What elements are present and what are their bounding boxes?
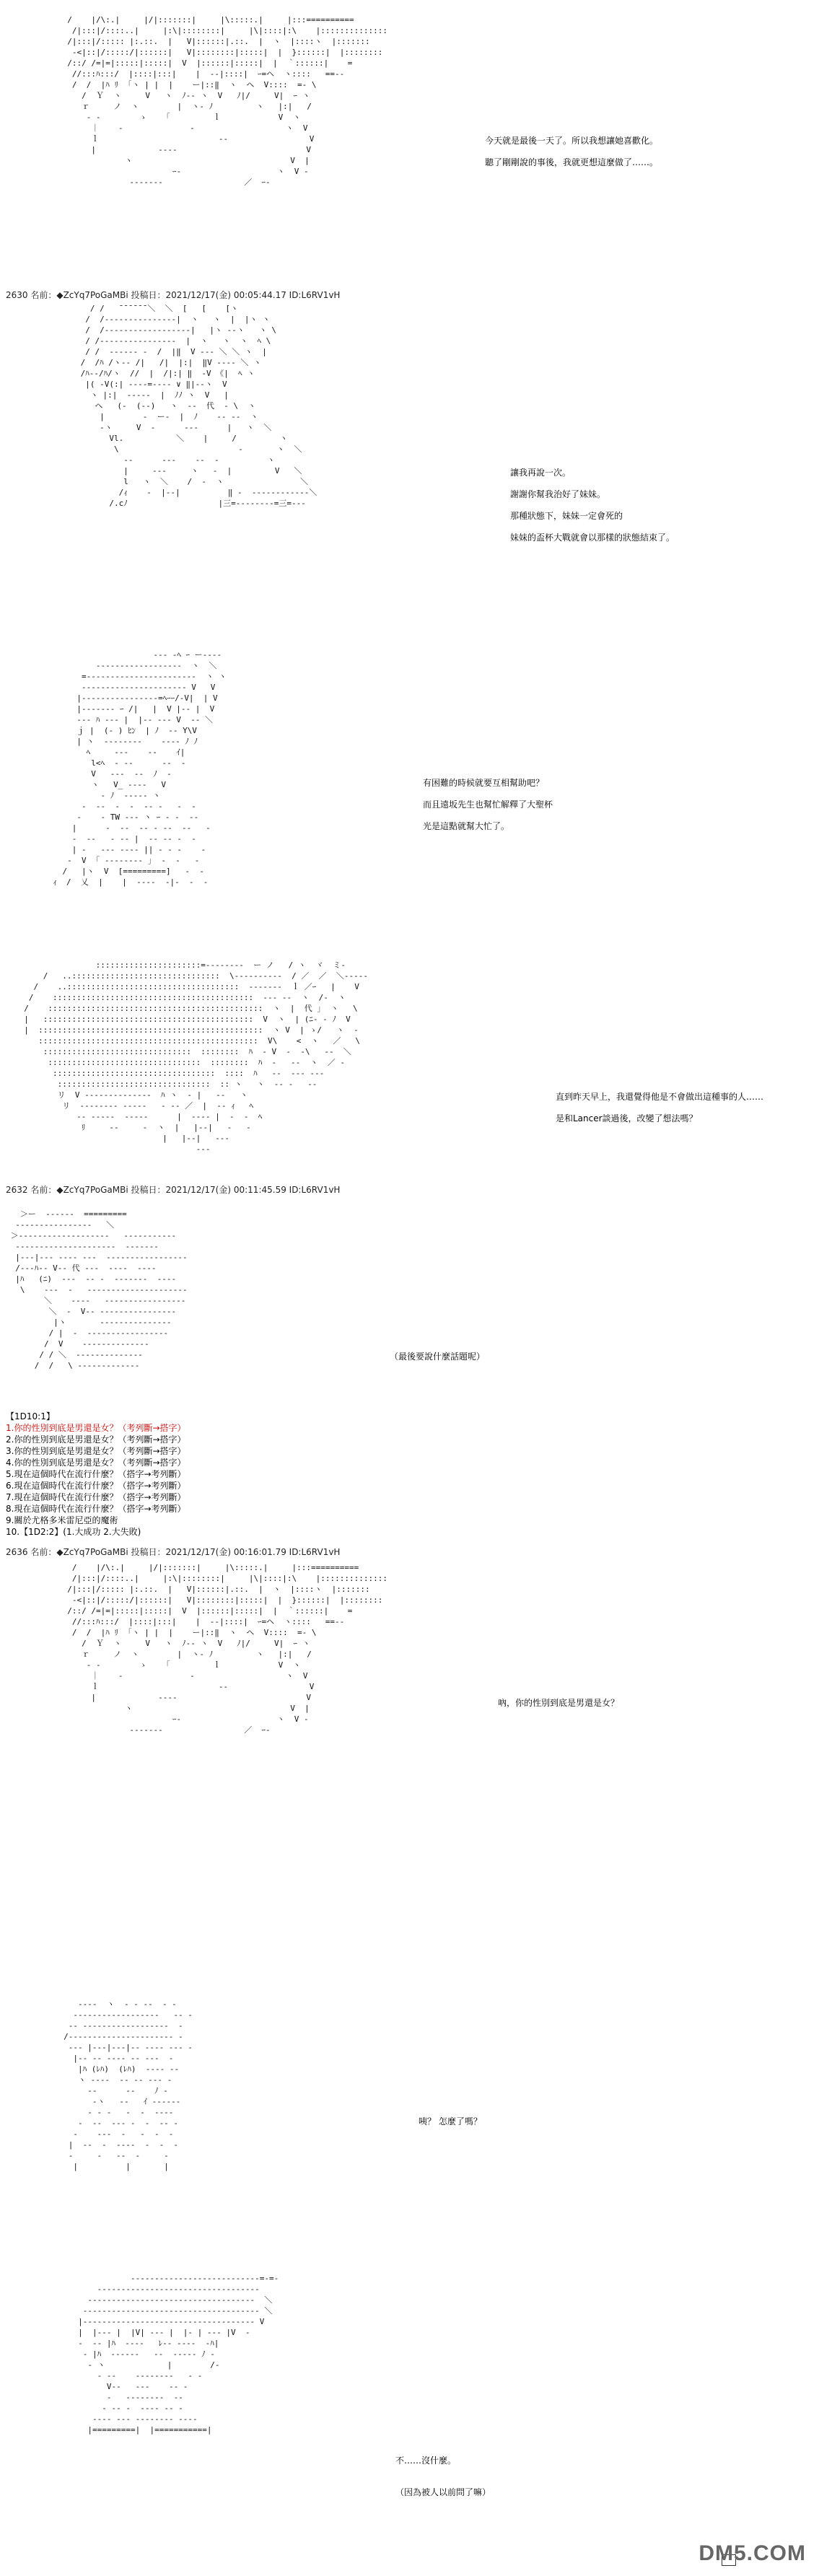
dialogue-line: 謝謝你幫我治好了妹妹。 <box>510 489 606 499</box>
ascii-art-panel-4: ::::::::::::::::::::::=‐‐‐‐‐‐‐‐ ー ノ / ヽ ヾ ミ‐ / ..::::::::::::::::::::::::::::::: \‐‐‐‐‐‐‐‐‐‐ / ／ ／ ＼‐‐‐‐‐ / ..:::::::::::::::::::::::::::::::::::: ‐‐‐‐‐‐‐ ｌ ／ｰ | V / :::::::::::::::::::::::::::::::::::::::::: ‐‐‐ ‐‐ ヽ /‐ ヽ / ::::::::::::::::::::::::::::::::::::::::::::: ヽ | 代 ｣ ヽ \ | :::::::::::::::::::::::::::::::::::::::::::: V ヽ | (ﾆ‐ ‐ ﾉ V | ::::::::::::::::::::::::::::::::::::::::::::::: ヽ V | ゝ/ ヽ ‐ :::::::::::::::::::::::::::::::::::::::::::::: V\ < ヽ ／ \ ::::::::::::::::::::::::::::::: :::::::: ﾊ ‐ V ‐ ‐\ ‐‐ ＼ :::::::::::::::::::::::::::::::: :::::::: ﾊ ‐ ‐‐ ヽ ／ ‐ :::::::::::::::::::::::::::::::::: :::: ﾊ ‐‐ ‐‐‐ ‐‐‐ :::::::::::::::::::::::::::::::: :: ヽ ヽ ‐‐ ‐ ‐‐ リ V ‐‐‐‐‐‐‐‐‐‐‐‐‐‐ ﾊ ヽ ‐ | ‐‐ ヽ リ ‐‐‐‐‐‐‐‐ ‐‐‐‐‐ ‐ ‐‐ ／ | ‐‐ ｨ ﾍ ‐‐ ‐‐‐‐‐ ‐‐‐‐‐ | ‐‐‐‐ | ‐ ‐ ﾍ ﾘ ‐‐ ‐ ヽ | |‐‐| ‐ ‐ | |‐‐| ‐‐‐ ‐‐‐ <box>24 960 368 1154</box>
dialogue-panel-7 <box>419 2111 482 2132</box>
dialogue-panel-6 <box>498 1692 619 1714</box>
ascii-art-panel-7: ‐‐‐‐ ヽ ‐ ‐ ‐‐ ‐ ‐ ‐‐‐‐‐‐‐‐‐‐‐‐‐‐‐‐‐‐ ‐‐ ‐ ‐‐ ‐‐‐‐‐‐‐‐‐‐‐‐‐‐‐‐‐‐ ‐ /‐‐‐‐‐‐‐‐‐‐‐‐‐‐‐‐‐‐‐‐‐‐ ‐ ‐‐‐ |‐‐‐|‐‐‐|‐‐ ‐‐‐‐ ‐‐‐ ‐ |‐‐ ‐‐ ‐‐‐‐ ‐‐ ‐‐‐ ‐ |ﾊ (ﾚﾊ) (ﾚﾊ) ‐‐‐‐ ‐‐ ヽ ‐‐‐‐ ‐‐ ‐‐ ‐‐‐ ‐ ‐‐ ‐‐ ﾉ ‐ ‐ヽ ‐‐ ｲ ‐‐‐‐‐‐ ‐ ‐ ‐ ‐ ‐ ‐‐‐‐ ‐ ‐‐ ‐‐‐ ‐ ‐ ‐‐ ‐ ‐ ‐‐‐ ‐ ‐ ‐ ‐ | ‐‐ ‐ ‐‐‐‐ ‐ ‐ ‐ ‐ ‐ ‐‐ ‐ ‐ | | | <box>63 1999 193 2171</box>
dialogue-line: （最後要說什麼話題呢） <box>390 1351 486 1362</box>
dice-option: 3.你的性別到底是男還是女？（考列斷→搭字） <box>6 1446 186 1456</box>
dialogue-line: 直到昨天早上，我還覺得他是不會做出這種事的人…… <box>556 1092 764 1102</box>
dialogue-line: 那種狀態下，妹妹一定會死的 <box>510 511 623 521</box>
dialogue-line: 有困難的時候就要互相幫助吧？ <box>423 778 545 788</box>
dice-option: 4.你的性別到底是男還是女？（考列斷→搭字） <box>6 1458 186 1468</box>
ascii-art-panel-3: ‐‐‐ ‐ﾍ ｰ ー‐‐‐‐ ‐‐‐‐‐‐‐‐‐‐‐‐‐‐‐‐‐‐ ヽ ＼ =‐‐‐‐‐‐‐‐‐‐‐‐‐‐‐‐‐‐‐‐‐‐‐ ヽ ヽ ‐‐‐‐‐‐‐‐‐‐‐‐‐‐‐‐‐‐‐‐‐‐ V V |‐‐‐‐‐‐‐‐‐‐‐‐‐‐‐‐=ﾍｰｰ/‐V| | V |‐‐‐‐‐‐‐ ｰ /| | V |‐‐ | V ‐‐‐ ﾊ ‐‐‐ | |‐‐ ‐‐‐ V ‐‐ ＼ ｊ | (‐ ) ﾋﾝ | ﾉ ‐‐ Y\V | ヽ ‐‐‐‐‐‐‐‐ ‐‐‐‐ ﾉ ﾉ ﾍ ‐‐‐ ‐‐ ｲ| l<ﾍ ‐ ‐‐ ‐‐ ‐ V ‐‐‐ ‐‐ ﾉ ‐ ヽ V_ ‐‐‐‐ V ‐ ﾉ ‐‐‐‐‐ ヽ ‐ ‐‐ ‐ ‐ ‐‐ ‐ ‐ ‐ ‐ ‐ TW ‐‐‐ ヽ ｰ ‐ ‐ ‐‐ | ‐ ‐‐ ‐‐ ‐ ‐‐ ‐‐ ‐ ‐ ‐‐ ‐ ‐‐ | ‐‐ ‐‐ ‐ ‐ | ‐ ‐‐‐ ‐‐‐‐ || ‐ ‐ ‐ ‐ ‐ V ｢ ‐‐‐‐‐‐‐‐ ｣ ‐ ‐ ‐ / |ヽ V [=========] ‐ ‐ ｨ / 乂 | | ‐‐‐‐ ‐|‐ ‐ ‐ <box>53 650 227 887</box>
ascii-art-panel-2: / / ̄ ̄ ̄ ̄ ̄ ̄ ＼ ＼ [ [ [ヽ / /‐‐‐‐‐‐‐‐‐‐‐‐‐‐‐| ヽ ヽ | |ヽ ヽ / /‐‐‐‐‐‐‐‐‐‐‐‐‐‐‐‐‐‐| |ヽ ‐‐ヽ ヽ \ / /‐‐‐‐‐‐‐‐‐‐‐‐‐‐‐‐ | ヽ ヽ ヽ ﾍ \ / / ‐‐‐‐‐‐ ‐ / |‖ V ‐‐‐ ＼ ＼ ヽ | / /ﾊ /ヽ‐‐ /| /| |:| ‖V ‐‐‐‐ ＼ ヽ /ﾊ‐‐/ﾊ/ヽ // | /|:| ‖ ‐V 《| ﾍ ヽ |( ‐V(:| ‐‐‐‐=‐‐‐‐ ∨ ‖|‐‐ヽ V ヽ |:| ‐‐‐‐‐ | ﾉﾉ ヽ V | ヘ (‐ (‐‐) ヽ ‐‐ 代 ‐ \ ヽ | ‐ ー‐ | ﾉ ‐‐ ‐‐ ヽ ‐ヽ V ‐ ‐‐‐ | ヽ ＼ Vl. ＼ | / ヽ \ ‐ ヽ ＼ ‐‐ ‐‐‐ ‐‐ ‐ ヽ | ‐‐‐ ヽ ‐ | V ＼ l ヽ ＼ / ‐ ヽ ＼ /ｨ ‐ |‐‐| ‖ ‐ ‐‐‐‐‐‐‐‐‐‐‐‐＼ /.cﾉ |三=‐‐‐‐‐‐‐‐=三=‐‐‐ <box>80 304 317 508</box>
dialogue-line: 妹妹的盃杯大戰就會以那樣的狀態結束了。 <box>510 533 675 543</box>
dialogue-line: 聽了剛剛說的事後，我就更想這麼做了……。 <box>485 157 659 167</box>
dialogue-panel-1 <box>485 130 658 173</box>
dialogue-line: 吶，你的性別到底是男還是女？ <box>498 1698 620 1708</box>
dialogue-panel-8 <box>395 2450 491 2503</box>
dialogue-line: 光是這點就幫大忙了。 <box>423 821 510 831</box>
dice-option: 10.【1D2:2】(1.大成功 2.大失敗) <box>6 1527 141 1537</box>
post-header-2630: 2630 名前：◆ZcYq7PoGaMBi 投稿日：2021/12/17(金) 00:05:44.17 ID:L6RV1vH <box>6 290 341 300</box>
dice-result-list <box>6 1411 186 1538</box>
dialogue-line: 讓我再說一次。 <box>510 468 571 478</box>
ascii-art-panel-8: ‐‐‐‐‐‐‐‐‐‐‐‐‐‐‐‐‐‐‐‐‐‐‐‐‐‐‐=‐=‐ ‐‐‐‐‐‐‐‐‐‐‐‐‐‐‐‐‐‐‐‐‐‐‐‐‐‐‐‐‐‐‐‐‐‐ ‐‐‐‐‐‐‐‐‐‐‐‐‐‐‐‐‐‐‐‐‐‐‐‐‐‐‐‐‐‐‐‐‐‐‐ ＼ ‐‐‐‐‐‐‐‐‐‐‐‐‐‐‐‐‐‐‐‐‐‐‐‐‐‐‐‐‐‐‐‐‐‐‐‐‐ ＼ |‐‐‐‐‐‐‐‐‐‐‐‐‐‐‐‐‐‐‐‐‐‐‐‐‐‐‐‐‐‐‐‐‐‐‐‐ V | |‐‐‐ | |V| ‐‐‐ | |‐ | ‐‐‐ |V ‐ ‐ ‐‐ |ﾊ ‐‐‐‐ ﾚ‐‐ ‐‐‐‐ ‐ﾊ| ‐ |ﾊ ‐‐‐‐‐‐ ‐‐ ‐‐‐‐‐ ﾉ ‐ ‐ ヽ | /‐ ‐ ‐‐ ‐‐‐‐‐‐‐‐ ‐ ‐ V‐‐ ‐‐‐ ‐‐ ‐ ‐ ‐‐‐‐‐‐‐‐ ‐‐ ‐ ‐‐ ‐ ‐‐‐‐ ‐‐ ‐ ‐‐‐‐ ‐‐‐ ‐‐‐‐‐‐‐‐ ‐‐‐‐ |=========| |===========| <box>78 2274 279 2435</box>
dice-option: 6.現在這個時代在流行什麼？（搭字→考列斷） <box>6 1481 186 1491</box>
dialogue-line: 是和Lancer談過後，改變了想法嗎？ <box>556 1113 698 1123</box>
dice-option: 2.你的性別到底是男還是女？（考列斷→搭字） <box>6 1434 186 1445</box>
dice-header: 【1D10:1】 <box>6 1411 55 1421</box>
dialogue-line: （因為被人以前問了嘛） <box>395 2487 491 2497</box>
ascii-art-panel-5: ＞ー ‐‐‐‐‐‐ ========= ‐‐‐‐‐‐‐‐‐‐‐‐‐‐‐‐ ＼ ＞‐‐‐‐‐‐‐‐‐‐‐‐‐‐‐‐‐‐‐ ‐‐‐‐‐‐‐‐‐‐‐ ‐‐‐‐‐‐‐‐‐‐‐‐‐‐‐‐‐‐‐‐‐ ‐‐‐‐‐‐‐ |‐‐‐|‐‐‐ ‐‐‐‐ ‐‐‐ ‐‐‐‐‐‐‐‐‐‐‐‐‐‐‐‐‐ /‐‐‐ﾊ‐‐ V‐‐ 代 ‐‐‐ ‐‐‐‐ ‐‐‐‐ |ﾊ (ﾆ) ‐‐‐ ‐‐ ‐ ‐‐‐‐‐‐‐ ‐‐‐‐ \ ‐‐‐ ‐ ‐‐‐‐‐‐‐‐‐‐‐‐‐‐‐‐‐‐‐‐‐ ＼ ‐‐‐‐ ‐‐‐‐‐‐‐‐‐‐‐‐‐‐‐‐‐ ＼ ‐ V‐‐ ‐‐‐‐‐‐‐‐‐‐‐‐‐‐‐‐ |ヽ ‐‐‐‐‐‐‐‐‐‐‐‐‐‐‐ / | ‐ ‐‐‐‐‐‐‐‐‐‐‐‐‐‐‐‐‐ / V ‐‐‐‐‐‐‐‐‐‐‐‐‐‐ / / ＼ ‐‐‐‐‐‐‐‐‐‐‐‐‐‐ / / \ ‐‐‐‐‐‐‐‐‐‐‐‐‐ <box>10 1209 188 1370</box>
ascii-art-panel-1: / |/\:.| |/|:::::::| |\:::::.| |:::========== /|:::|/::::..| |:\|::::::::| |\|::::|:\ |:::::::::::::: /|:::|/::::: |:.::. | V|::::::|.::. | ヽ |::::ヽ |::::::: ‐<|::|/:::::/|::::::| V|::::::::|:::::| | }::::::| |:::::::: /::/ /=|=|:::::|:::::| V |::::::|:::::| | ｀::::::| = //:::ﾊ:::/ |::::|:::| | ‐‐|::::| ｰ=ヘ ヽ:::: ==‐‐ / / |ﾊ ﾘ ｢ヽ | | | ー|::‖ ヽ ヘ V:::: =‐ \ / Ｙ ヽ V ヽ ﾉ‐‐ ヽ V ﾉ|/ V| ｰ ヽ ｒ ノ ヽ | ヽ‐ ﾉ ヽ |:| / ‐ ‐ ゝ ｢ ｌ V ヽ ｜ ‐ ‐ ヽ V ｌ ‐‐ V | ‐‐‐‐ V ヽ V | ｰ‐ ヽ V ‐ ‐‐‐‐‐‐‐ ／ ｰ‐ <box>67 15 387 187</box>
dialogue-panel-2 <box>510 462 675 548</box>
dice-option: 8.現在這個時代在流行什麼？（搭字→考列斷） <box>6 1504 186 1514</box>
post-header-2632: 2632 名前：◆ZcYq7PoGaMBi 投稿日：2021/12/17(金) 00:11:45.59 ID:L6RV1vH <box>6 1185 341 1195</box>
dialogue-panel-4 <box>556 1086 763 1129</box>
site-watermark: DM5.COM <box>698 2541 806 2565</box>
dialogue-panel-5 <box>390 1346 485 1367</box>
dice-option: 1.你的性別到底是男還是女？（考列斷→搭字） <box>6 1423 186 1433</box>
dialogue-line: 不……沒什麼。 <box>395 2455 457 2466</box>
dialogue-line: 咦？ 怎麼了嗎？ <box>419 2116 482 2126</box>
dice-option: 5.現在這個時代在流行什麼？（搭字→考列斷） <box>6 1469 186 1479</box>
dialogue-line: 今天就是最後一天了。所以我想讓她喜歡化。 <box>485 136 659 146</box>
ascii-art-panel-6: / |/\:.| |/|:::::::| |\:::::.| |:::========== /|:::|/::::..| |:\|::::::::| |\|::::|:\ |:::::::::::::: /|:::|/::::: |:.::. | V|::::::|.::. | ヽ |::::ヽ |::::::: ‐<|::|/:::::/|::::::| V|::::::::|:::::| | }::::::| |:::::::: /::/ /=|=|:::::|:::::| V |::::::|:::::| | ｀::::::| = //:::ﾊ:::/ |::::|:::| | ‐‐|::::| ｰ=ヘ ヽ:::: ==‐‐ / / |ﾊ ﾘ ｢ヽ | | | ー|::‖ ヽ ヘ V:::: =‐ \ / Ｙ ヽ V ヽ ﾉ‐‐ ヽ V ﾉ|/ V| ｰ ヽ ｒ ノ ヽ | ヽ‐ ﾉ ヽ |:| / ‐ ‐ ゝ ｢ ｌ V ヽ ｜ ‐ ‐ ヽ V ｌ ‐‐ V | ‐‐‐‐ V ヽ V | ｰ‐ ヽ V ‐ ‐‐‐‐‐‐‐ ／ ｰ‐ <box>67 1563 387 1735</box>
dialogue-panel-3 <box>423 772 553 837</box>
dialogue-line: 而且遠坂先生也幫忙解釋了大聖杯 <box>423 799 553 810</box>
dice-option: 9.關於尤格多米雷尼亞的魔術 <box>6 1515 118 1525</box>
dice-option: 7.現在這個時代在流行什麼？（搭字→考列斷） <box>6 1492 186 1502</box>
post-header-2636: 2636 名前：◆ZcYq7PoGaMBi 投稿日：2021/12/17(金) 00:16:01.79 ID:L6RV1vH <box>6 1547 341 1557</box>
